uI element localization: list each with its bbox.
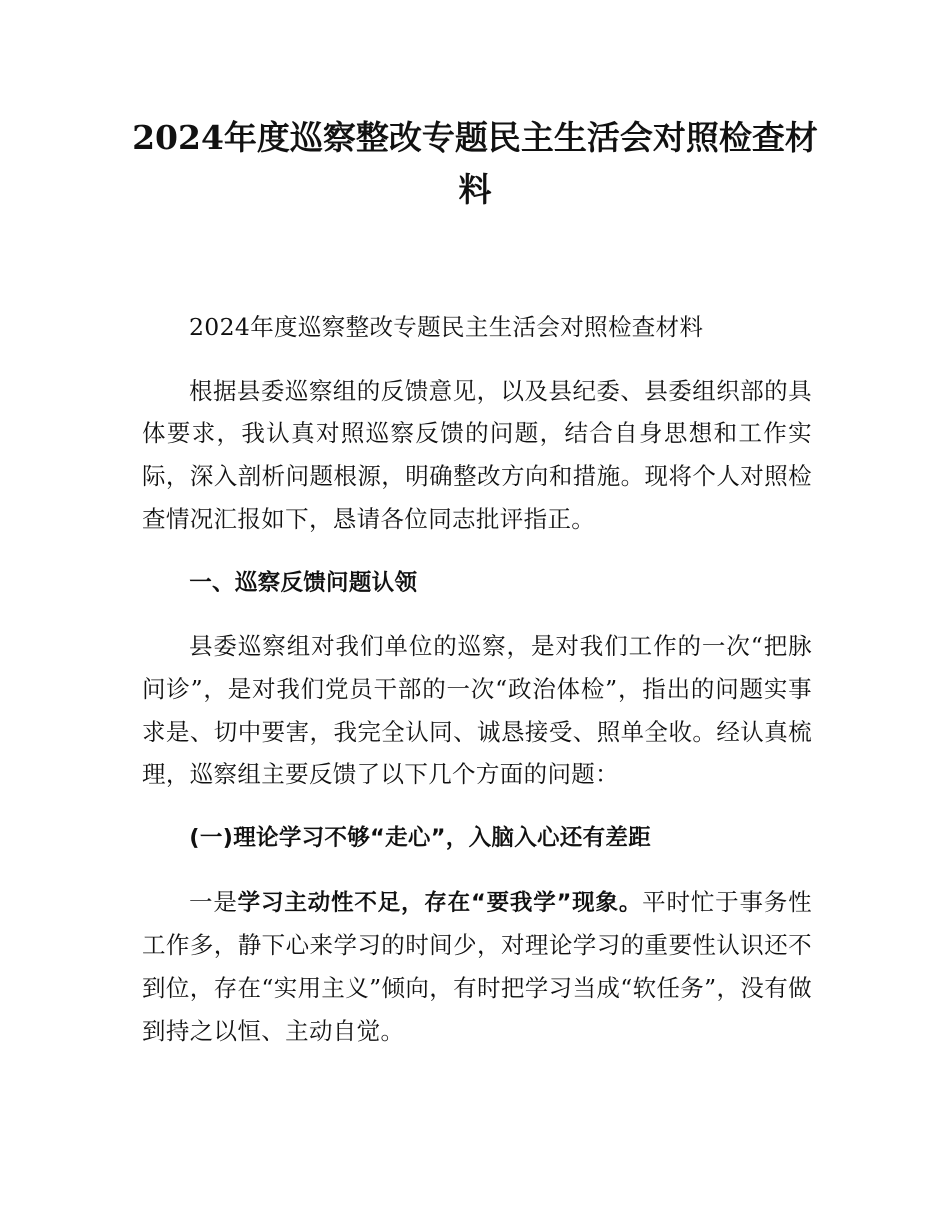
point-1-prefix: 一是: [189, 887, 238, 916]
document-title: 2024年度巡察整改专题民主生活会对照检查材料: [132, 118, 818, 209]
point-1-paragraph: [142, 881, 812, 1053]
intro-paragraph: 根据县委巡察组的反馈意见，以及县纪委、县委组织部的具体要求，我认真对照巡察反馈的问题，结合自身思想和工作实际，深入剖析问题根源，明确整改方向和措施。现将个人对照检查情况汇报如下，恳请各位同志批评指正。: [142, 376, 812, 533]
point-1-text: 平时忙于事务性工作多，静下心来学习的时间少，对理论学习的重要性认识还不到位，存在“实用主义”倾向，有时把学习当成“软任务”，没有做到持之以恒、主动自觉。: [142, 887, 812, 1045]
document-body: [142, 306, 812, 1053]
subsection-heading-1: (一)理论学习不够“走心”，入脑入心还有差距: [189, 825, 651, 852]
section-heading-1: 一、巡察反馈问题认领: [189, 569, 418, 596]
document-subtitle: 2024年度巡察整改专题民主生活会对照检查材料: [189, 313, 704, 341]
section-1-paragraph: 县委巡察组对我们单位的巡察，是对我们工作的一次“把脉问诊”，是对我们党员干部的一次“政治体检”，指出的问题实事求是、切中要害，我完全认同、诚恳接受、照单全收。经认真梳理，巡察组主要反馈了以下几个方面的问题：: [142, 632, 812, 789]
point-1-lead: 学习主动性不足，存在“要我学”现象。: [237, 889, 643, 916]
